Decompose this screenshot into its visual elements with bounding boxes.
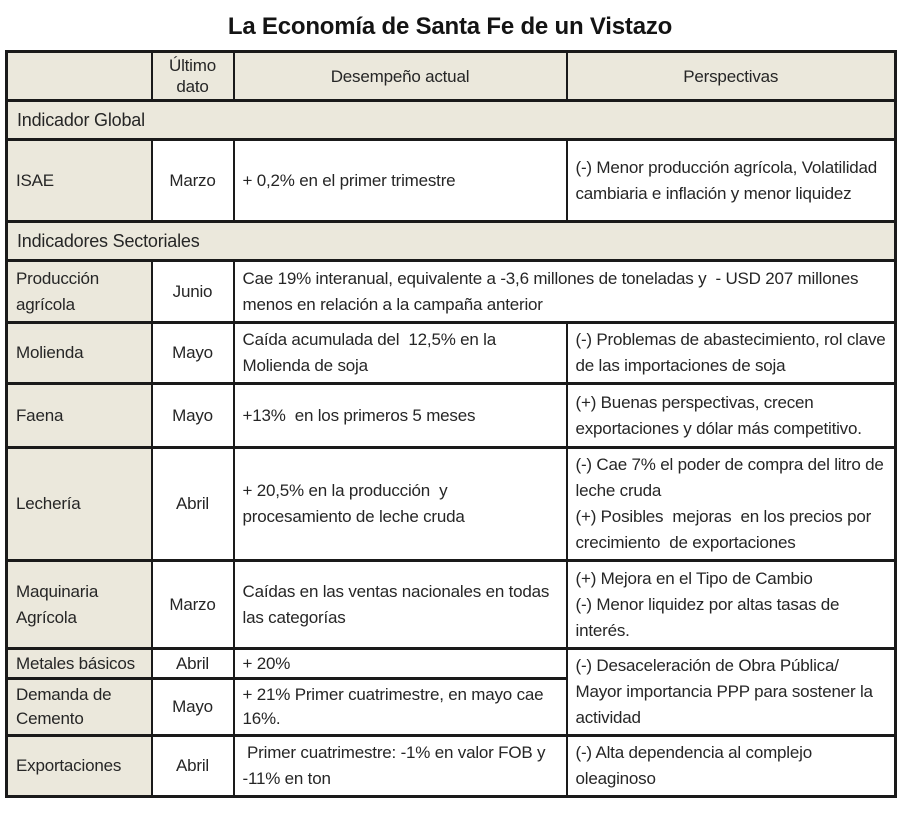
page-title: La Economía de Santa Fe de un Vistazo [227,13,673,40]
month-cell-metales-basicos: Abril [152,649,234,679]
table-header-row [7,52,896,101]
outlook-line: (+) Buenas perspectivas, crecen exportaciones y dólar más competitivo. [575,392,862,438]
month-cell-faena: Mayo [152,384,234,448]
month-cell-demanda-cemento: Mayo [152,679,234,736]
header-perspectivas: Perspectivas [567,52,896,101]
table-row-maquinaria-agricola [7,561,896,649]
performance-cell-molienda: Caída acumulada del 12,5% en la Molienda de soja [234,323,567,384]
section-label-indicadores-sectoriales: Indicadores Sectoriales [7,222,896,261]
economy-summary-table [5,50,897,798]
outlook-line: (-) Menor producción agrícola, Volatilidad cambiaria e inflación y menor liquidez [575,157,882,203]
performance-cell-isae: + 0,2% en el primer trimestre [234,140,567,222]
table-row-molienda [7,323,896,384]
header-desempeno-actual: Desempeño actual [234,52,567,101]
outlook-line-negative: (-) Menor liquidez por altas tasas de interés. [575,594,844,640]
section-label-indicador-global: Indicador Global [7,101,896,140]
indicator-cell-isae: ISAE [7,140,152,222]
indicator-cell-exportaciones: Exportaciones [7,736,152,797]
table-row-exportaciones [7,736,896,797]
month-cell-exportaciones: Abril [152,736,234,797]
month-cell-produccion-agricola: Junio [152,261,234,323]
performance-cell-faena: +13% en los primeros 5 meses [234,384,567,448]
table-row-isae [7,140,896,222]
indicator-cell-molienda: Molienda [7,323,152,384]
outlook-cell-exportaciones [567,736,896,797]
outlook-cell-isae [567,140,896,222]
outlook-line-positive: (+) Mejora en el Tipo de Cambio [575,568,813,588]
section-row-indicador-global [7,101,896,140]
header-indicator-blank-cell [7,52,152,101]
indicator-cell-faena: Faena [7,384,152,448]
outlook-line: (-) Alta dependencia al complejo oleaginoso [575,743,817,788]
month-cell-isae: Marzo [152,140,234,222]
indicator-cell-maquinaria-agricola: Maquinaria Agrícola [7,561,152,649]
table-row-faena [7,384,896,448]
table-row-produccion-agricola [7,261,896,323]
indicator-cell-lecheria: Lechería [7,448,152,561]
month-cell-molienda: Mayo [152,323,234,384]
outlook-line-positive: (+) Posibles mejoras en los precios por crecimiento de exportaciones [575,507,876,552]
performance-cell-maquinaria-agricola: Caídas en las ventas nacionales en todas las categorías [234,561,567,649]
header-ultimo-dato: Último dato [152,52,234,101]
outlook-cell-lecheria [567,448,896,561]
performance-cell-metales-basicos: + 20% [234,649,567,679]
outlook-cell-maquinaria-agricola [567,561,896,649]
performance-cell-exportaciones: Primer cuatrimestre: -1% en valor FOB y -11% en ton [234,736,567,797]
performance-cell-lecheria: + 20,5% en la producción y procesamiento de leche cruda [234,448,567,561]
month-cell-lecheria: Abril [152,448,234,561]
outlook-cell-construccion: (-) Desaceleración de Obra Pública/ Mayor importancia PPP para sostener la actividad [567,649,896,736]
month-cell-maquinaria-agricola: Marzo [152,561,234,649]
performance-cell-produccion-agricola: Cae 19% interanual, equivalente a -3,6 millones de toneladas y - USD 207 millones menos en relación a la campaña anterior [234,261,896,323]
outlook-cell-molienda [567,323,896,384]
indicator-cell-demanda-cemento: Demanda de Cemento [7,679,152,736]
table-row-metales-basicos [7,649,896,679]
indicator-cell-produccion-agricola: Producción agrícola [7,261,152,323]
performance-cell-demanda-cemento: + 21% Primer cuatrimestre, en mayo cae 16%. [234,679,567,736]
indicator-cell-metales-basicos: Metales básicos [7,649,152,679]
outlook-line-negative: (-) Cae 7% el poder de compra del litro de leche cruda [575,455,889,500]
outlook-cell-faena [567,384,896,448]
table-row-lecheria [7,448,896,561]
section-row-indicadores-sectoriales [7,222,896,261]
outlook-line: (-) Problemas de abastecimiento, rol clave de las importaciones de soja [575,330,891,375]
